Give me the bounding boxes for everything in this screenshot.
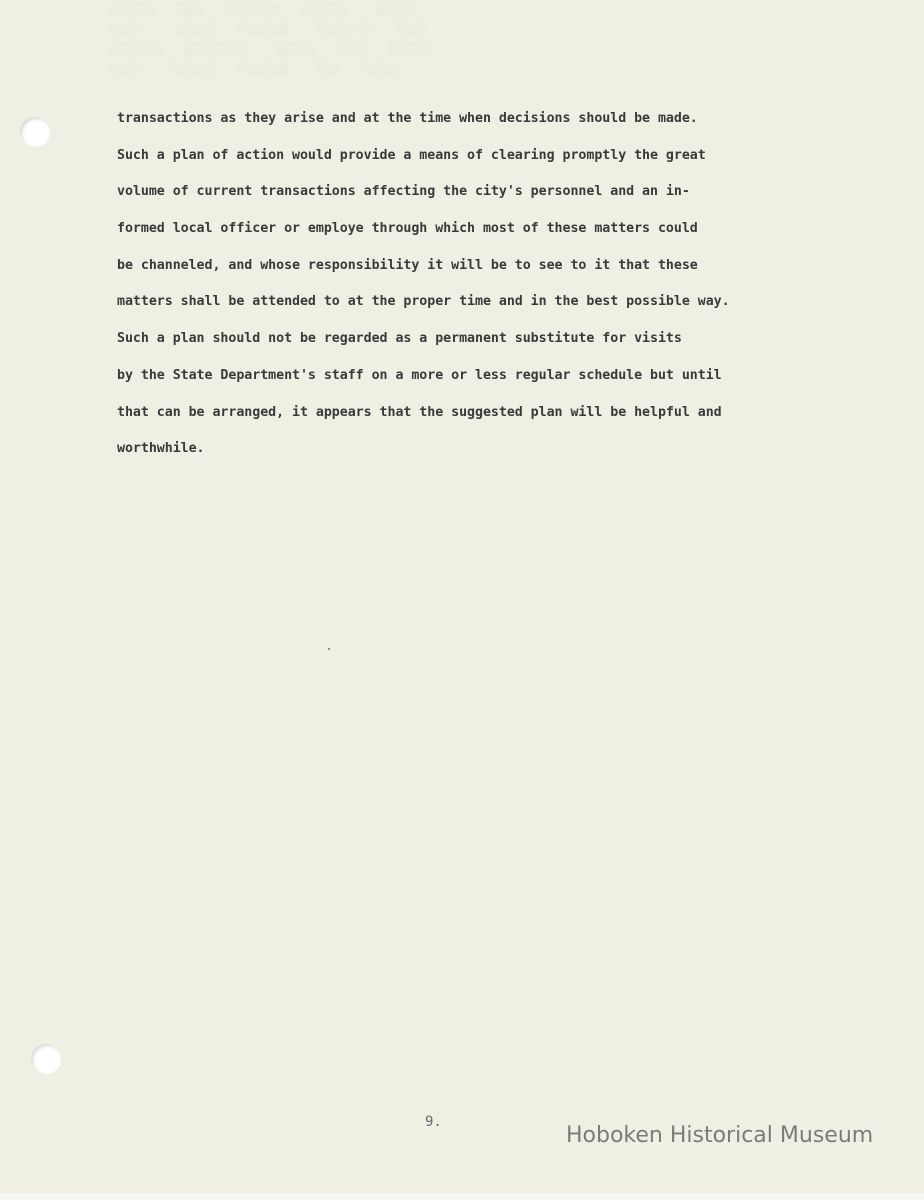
- text-line: worthwhile.: [117, 441, 205, 457]
- page-number: 9.: [425, 1114, 442, 1130]
- text-line: formed local officer or employe through which most of these matters could: [117, 221, 698, 237]
- punch-hole-top: [20, 117, 50, 147]
- paper-speck: [328, 648, 330, 650]
- punch-hole-bottom: [31, 1044, 61, 1074]
- text-line: transactions as they arise and at the time when decisions should be made.: [117, 111, 698, 126]
- text-line: Such a plan should not be regarded as a permanent substitute for visits: [117, 331, 682, 347]
- text-line: that can be arranged, it appears that the suggested plan will be helpful and: [117, 404, 722, 420]
- typed-paragraph: [117, 101, 837, 468]
- text-line: Such a plan of action would provide a means of clearing promptly the great: [117, 147, 706, 163]
- page-bottom-edge: [0, 1193, 924, 1200]
- text-line: volume of current transactions affecting the city's personnel and an in-: [117, 184, 690, 200]
- text-line: matters shall be attended to at the proper time and in the best possible way.: [117, 294, 730, 310]
- museum-watermark: Hoboken Historical Museum: [566, 1123, 874, 1148]
- text-line: by the State Department's staff on a more or less regular schedule but until: [117, 367, 722, 383]
- bleed-through-texture: ░░░░░░░ ░░░░ ░░░░░░░░░ ░░░░░░░ ░░░░░░ ░░░░░ ░░░░░░ ░░░░░░░░ ░░░░░░░░░ ░░░░░ ░░░░░░░░ ░░░░░░░░░░ ░░░░░░ ░░░░░ ░░░░░░░ ░░░░░ ░░░░░░░ ░░░░░░░░ ░░░░ ░░░░░░: [110, 3, 435, 76]
- text-line: be channeled, and whose responsibility it will be to see to it that these: [117, 257, 698, 273]
